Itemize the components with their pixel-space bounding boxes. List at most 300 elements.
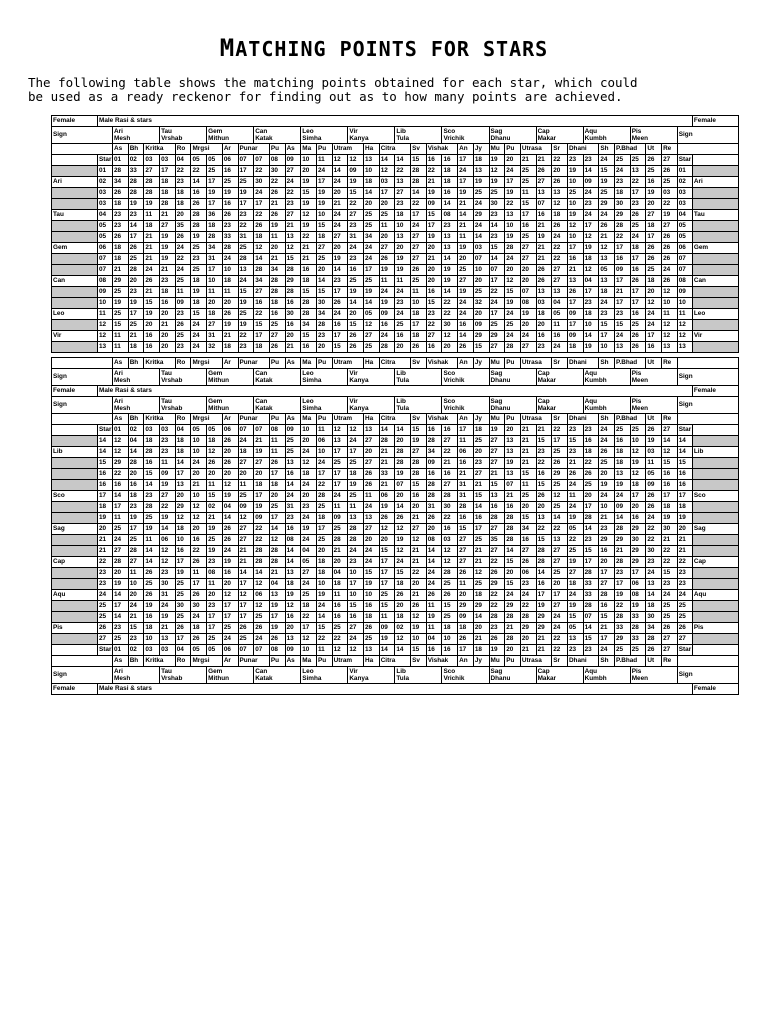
points-value: 15 <box>489 480 505 491</box>
points-value: 28 <box>615 524 631 535</box>
star-number: 21 <box>536 645 552 656</box>
points-value: 27 <box>520 243 536 254</box>
star-number: 19 <box>489 645 505 656</box>
points-value: 34 <box>269 265 285 276</box>
star-name: Mrgsi <box>191 144 222 155</box>
star-name: Ha <box>364 656 380 667</box>
points-value: 15 <box>301 287 317 298</box>
star-number: 25 <box>615 645 631 656</box>
points-value: 24 <box>175 243 191 254</box>
star-number: 20 <box>505 645 521 656</box>
points-value: 22 <box>489 601 505 612</box>
points-value: 25 <box>520 166 536 177</box>
points-value: 15 <box>505 287 521 298</box>
points-value: 18 <box>207 309 223 320</box>
star-number: 27 <box>662 645 678 656</box>
points-value: 15 <box>599 166 615 177</box>
star-name: Sh <box>599 144 615 155</box>
star-number: 05 <box>191 645 207 656</box>
points-value: 24 <box>615 331 631 342</box>
points-value: 16 <box>599 546 615 557</box>
points-value: 27 <box>364 524 380 535</box>
points-value: 25 <box>552 502 568 513</box>
points-value: 30 <box>646 612 662 623</box>
star-name: As <box>113 656 129 667</box>
points-value: 27 <box>348 210 364 221</box>
star-name: Mu <box>489 358 505 369</box>
table-row <box>52 458 739 469</box>
points-value: 15 <box>144 298 160 309</box>
points-value: 27 <box>489 447 505 458</box>
points-value: 21 <box>489 469 505 480</box>
points-value: 09 <box>348 166 364 177</box>
points-value: 20 <box>285 623 301 634</box>
points-value: 23 <box>144 491 160 502</box>
points-value: 19 <box>301 199 317 210</box>
points-value: 22 <box>316 634 332 645</box>
points-value: 27 <box>113 546 129 557</box>
star-number: 14 <box>379 645 395 656</box>
female-sign-ari <box>52 166 98 177</box>
points-value: 26 <box>364 480 380 491</box>
female-sign-aqu <box>692 579 738 590</box>
table-row <box>52 276 739 287</box>
points-value: 24 <box>552 612 568 623</box>
points-value: 34 <box>254 276 270 287</box>
female-star-number: 12 <box>677 320 692 331</box>
star-number: 10 <box>301 425 317 436</box>
points-value: 22 <box>662 557 678 568</box>
points-value: 19 <box>646 188 662 199</box>
points-value: 26 <box>662 623 678 634</box>
points-value: 21 <box>332 199 348 210</box>
points-value: 17 <box>207 177 223 188</box>
female-star-number: 07 <box>98 265 113 276</box>
points-value: 30 <box>489 199 505 210</box>
matching-points-table <box>51 115 739 695</box>
points-value: 20 <box>332 188 348 199</box>
points-value: 19 <box>175 568 191 579</box>
header-row-star-names <box>52 144 739 155</box>
points-value: 28 <box>128 546 144 557</box>
points-value: 24 <box>567 480 583 491</box>
female-sign-leo <box>52 320 98 331</box>
female-star-number: 22 <box>98 557 113 568</box>
points-value: 12 <box>222 480 238 491</box>
points-value: 19 <box>567 513 583 524</box>
points-value: 26 <box>269 210 285 221</box>
star-name: Ro <box>175 144 191 155</box>
female-sign-ari: Ari <box>692 177 738 188</box>
points-value: 03 <box>662 188 678 199</box>
points-value: 19 <box>254 502 270 513</box>
points-value: 13 <box>285 232 301 243</box>
points-value: 11 <box>222 287 238 298</box>
table-row <box>52 287 739 298</box>
points-value: 20 <box>222 469 238 480</box>
points-value: 24 <box>646 568 662 579</box>
points-value: 26 <box>426 590 442 601</box>
points-value: 20 <box>128 590 144 601</box>
points-value: 12 <box>552 491 568 502</box>
star-number: 13 <box>364 155 380 166</box>
points-value: 18 <box>395 612 411 623</box>
points-value: 18 <box>411 331 427 342</box>
points-value: 07 <box>583 612 599 623</box>
empty-cell <box>52 425 98 436</box>
points-value: 30 <box>646 546 662 557</box>
star-name: Jy <box>473 144 489 155</box>
sign-gem: Gem Mithun <box>207 369 254 386</box>
points-value: 22 <box>175 166 191 177</box>
points-value: 12 <box>489 166 505 177</box>
points-value: 28 <box>128 177 144 188</box>
points-value: 15 <box>364 568 380 579</box>
points-value: 30 <box>316 298 332 309</box>
points-value: 13 <box>175 480 191 491</box>
star-name: Ut <box>646 144 662 155</box>
points-value: 15 <box>505 579 521 590</box>
star-name: Vishak <box>426 144 457 155</box>
points-value: 18 <box>567 342 583 353</box>
points-value: 21 <box>144 232 160 243</box>
points-value: 11 <box>175 287 191 298</box>
points-value: 28 <box>646 634 662 645</box>
points-value: 22 <box>191 546 207 557</box>
points-value: 15 <box>615 320 631 331</box>
points-value: 09 <box>426 458 442 469</box>
star-number: 12 <box>348 645 364 656</box>
star-name: P.Bhad <box>615 656 646 667</box>
points-value: 26 <box>536 265 552 276</box>
points-value: 24 <box>520 331 536 342</box>
points-value: 28 <box>301 298 317 309</box>
points-value: 10 <box>411 298 427 309</box>
points-value: 27 <box>473 469 489 480</box>
points-value: 29 <box>285 276 301 287</box>
points-value: 17 <box>191 579 207 590</box>
points-value: 17 <box>113 502 129 513</box>
table-row <box>52 298 739 309</box>
points-value: 27 <box>254 287 270 298</box>
female-star-number: 18 <box>677 502 692 513</box>
points-value: 12 <box>301 210 317 221</box>
sign-ari: Ari Mesh <box>113 397 160 414</box>
points-value: 25 <box>175 612 191 623</box>
points-value: 25 <box>442 612 458 623</box>
points-value: 28 <box>395 447 411 458</box>
points-value: 09 <box>254 513 270 524</box>
points-value: 29 <box>458 601 474 612</box>
points-value: 27 <box>411 232 427 243</box>
points-value: 21 <box>615 546 631 557</box>
points-value: 25 <box>379 210 395 221</box>
points-value: 12 <box>379 524 395 535</box>
points-value: 12 <box>191 513 207 524</box>
points-value: 10 <box>191 436 207 447</box>
star-number: 26 <box>646 155 662 166</box>
points-value: 25 <box>113 634 129 645</box>
points-value: 12 <box>301 634 317 645</box>
female-sign-aqu: Aqu <box>52 590 98 601</box>
points-value: 05 <box>552 309 568 320</box>
points-value: 19 <box>113 579 129 590</box>
sign-gem: Gem Mithun <box>207 397 254 414</box>
points-value: 18 <box>411 309 427 320</box>
points-value: 26 <box>662 276 678 287</box>
points-value: 15 <box>254 320 270 331</box>
star-number: 01 <box>113 155 129 166</box>
points-value: 19 <box>536 232 552 243</box>
points-value: 17 <box>379 557 395 568</box>
points-value: 12 <box>646 298 662 309</box>
points-value: 16 <box>144 342 160 353</box>
star-number: 07 <box>254 155 270 166</box>
points-value: 22 <box>426 320 442 331</box>
points-value: 16 <box>285 469 301 480</box>
points-value: 26 <box>175 320 191 331</box>
points-value: 26 <box>520 557 536 568</box>
points-value: 12 <box>662 320 678 331</box>
points-value: 16 <box>254 298 270 309</box>
star-number: 17 <box>458 425 474 436</box>
points-value: 28 <box>583 601 599 612</box>
points-value: 26 <box>395 513 411 524</box>
female-star-number: 10 <box>98 298 113 309</box>
star-name: Utrasa <box>520 144 551 155</box>
points-value: 23 <box>222 221 238 232</box>
points-value: 15 <box>599 320 615 331</box>
points-value: 19 <box>222 557 238 568</box>
points-value: 16 <box>646 177 662 188</box>
points-value: 26 <box>238 623 254 634</box>
points-value: 18 <box>332 579 348 590</box>
points-value: 20 <box>301 166 317 177</box>
points-value: 28 <box>222 243 238 254</box>
points-value: 18 <box>583 254 599 265</box>
star-number: 04 <box>175 425 191 436</box>
points-value: 26 <box>207 458 223 469</box>
points-value: 20 <box>395 491 411 502</box>
female-star-number: 23 <box>677 579 692 590</box>
star-number: 02 <box>128 425 144 436</box>
sign-sco: Sco Vrichik <box>442 667 489 684</box>
points-value: 17 <box>207 623 223 634</box>
points-value: 26 <box>348 342 364 353</box>
points-value: 19 <box>442 276 458 287</box>
points-value: 16 <box>536 469 552 480</box>
points-value: 16 <box>426 469 442 480</box>
points-value: 26 <box>411 342 427 353</box>
points-value: 02 <box>395 623 411 634</box>
points-value: 05 <box>301 557 317 568</box>
points-value: 17 <box>269 612 285 623</box>
points-value: 10 <box>473 265 489 276</box>
points-value: 22 <box>332 634 348 645</box>
points-value: 21 <box>269 254 285 265</box>
points-value: 23 <box>113 221 129 232</box>
points-value: 25 <box>238 634 254 645</box>
points-value: 13 <box>489 491 505 502</box>
points-value: 21 <box>536 634 552 645</box>
points-value: 20 <box>207 469 223 480</box>
female-sign-lib <box>692 436 738 447</box>
points-value: 22 <box>254 210 270 221</box>
header-row-female <box>52 116 739 127</box>
points-value: 18 <box>316 557 332 568</box>
points-value: 22 <box>442 447 458 458</box>
star-number: 26 <box>646 425 662 436</box>
points-value: 17 <box>552 436 568 447</box>
points-value: 20 <box>536 320 552 331</box>
points-value: 22 <box>411 199 427 210</box>
points-value: 17 <box>426 221 442 232</box>
points-value: 10 <box>599 342 615 353</box>
points-value: 16 <box>536 210 552 221</box>
points-value: 25 <box>207 166 223 177</box>
points-value: 25 <box>332 623 348 634</box>
points-value: 29 <box>599 199 615 210</box>
points-value: 21 <box>567 458 583 469</box>
points-value: 21 <box>411 557 427 568</box>
header-row-star-numbers <box>52 155 739 166</box>
points-value: 16 <box>222 166 238 177</box>
points-value: 11 <box>207 480 223 491</box>
points-value: 10 <box>567 199 583 210</box>
points-value: 19 <box>395 535 411 546</box>
points-value: 19 <box>426 612 442 623</box>
points-value: 23 <box>160 568 176 579</box>
points-value: 17 <box>615 243 631 254</box>
points-value: 23 <box>128 287 144 298</box>
points-value: 19 <box>567 557 583 568</box>
points-value: 12 <box>285 601 301 612</box>
points-value: 23 <box>207 601 223 612</box>
female-star-number: 21 <box>677 546 692 557</box>
points-value: 25 <box>520 232 536 243</box>
points-value: 16 <box>458 320 474 331</box>
points-value: 28 <box>505 342 521 353</box>
star-number: 15 <box>411 425 427 436</box>
points-value: 26 <box>583 469 599 480</box>
points-value: 28 <box>505 535 521 546</box>
points-value: 16 <box>583 436 599 447</box>
points-value: 27 <box>364 458 380 469</box>
points-value: 28 <box>207 232 223 243</box>
star-name: An <box>458 144 474 155</box>
points-value: 26 <box>348 331 364 342</box>
points-value: 10 <box>207 276 223 287</box>
star-name: Sh <box>599 414 615 425</box>
star-name: Jy <box>473 414 489 425</box>
points-value: 14 <box>458 210 474 221</box>
star-name: As <box>285 656 301 667</box>
points-value: 12 <box>113 447 129 458</box>
points-value: 26 <box>222 309 238 320</box>
points-value: 09 <box>567 331 583 342</box>
points-value: 18 <box>646 601 662 612</box>
points-value: 21 <box>285 342 301 353</box>
star-number: 12 <box>348 425 364 436</box>
star-name: Vishak <box>426 414 457 425</box>
points-value: 24 <box>599 298 615 309</box>
points-value: 26 <box>646 491 662 502</box>
star-name: Utram <box>332 414 363 425</box>
points-value: 14 <box>395 502 411 513</box>
points-value: 16 <box>285 320 301 331</box>
points-value: 29 <box>630 524 646 535</box>
star-name: Kritka <box>144 414 175 425</box>
points-value: 19 <box>269 221 285 232</box>
points-value: 16 <box>301 265 317 276</box>
star-number: 12 <box>332 645 348 656</box>
points-value: 22 <box>395 166 411 177</box>
points-value: 17 <box>254 199 270 210</box>
points-value: 24 <box>348 546 364 557</box>
points-value: 26 <box>630 276 646 287</box>
points-value: 05 <box>646 469 662 480</box>
points-value: 15 <box>316 221 332 232</box>
female-star-number: 20 <box>98 524 113 535</box>
points-value: 19 <box>316 188 332 199</box>
female-sign-lib <box>52 469 98 480</box>
table-row <box>52 491 739 502</box>
points-value: 13 <box>269 590 285 601</box>
female-sign-sag <box>692 513 738 524</box>
star-number: 04 <box>175 645 191 656</box>
points-value: 14 <box>316 612 332 623</box>
points-value: 26 <box>458 568 474 579</box>
star-name: Re <box>662 656 678 667</box>
points-value: 19 <box>301 221 317 232</box>
points-value: 24 <box>160 601 176 612</box>
sign-pis: Pis Meen <box>630 369 677 386</box>
points-value: 14 <box>489 254 505 265</box>
female-sign-sco <box>52 502 98 513</box>
star-label: Star <box>98 425 113 436</box>
female-sign-lib: Lib <box>52 447 98 458</box>
points-value: 29 <box>615 634 631 645</box>
points-value: 21 <box>144 287 160 298</box>
points-value: 18 <box>615 188 631 199</box>
female-sign-ari <box>692 188 738 199</box>
points-value: 17 <box>615 276 631 287</box>
points-value: 33 <box>630 634 646 645</box>
points-value: 20 <box>395 436 411 447</box>
points-value: 26 <box>458 634 474 645</box>
points-value: 18 <box>175 447 191 458</box>
points-value: 13 <box>348 513 364 524</box>
points-value: 22 <box>646 535 662 546</box>
points-value: 25 <box>254 612 270 623</box>
points-value: 17 <box>630 298 646 309</box>
points-value: 21 <box>191 480 207 491</box>
points-value: 18 <box>254 232 270 243</box>
points-value: 22 <box>489 287 505 298</box>
star-number: 23 <box>583 645 599 656</box>
points-value: 26 <box>144 276 160 287</box>
star-name: Mrgsi <box>191 656 222 667</box>
sign-label: Sign <box>677 369 738 386</box>
points-value: 17 <box>175 469 191 480</box>
points-value: 17 <box>364 265 380 276</box>
female-sign-leo <box>692 298 738 309</box>
star-number: 25 <box>615 425 631 436</box>
points-value: 25 <box>113 287 129 298</box>
points-value: 19 <box>379 634 395 645</box>
female-star-number: 25 <box>98 601 113 612</box>
table-row <box>52 309 739 320</box>
